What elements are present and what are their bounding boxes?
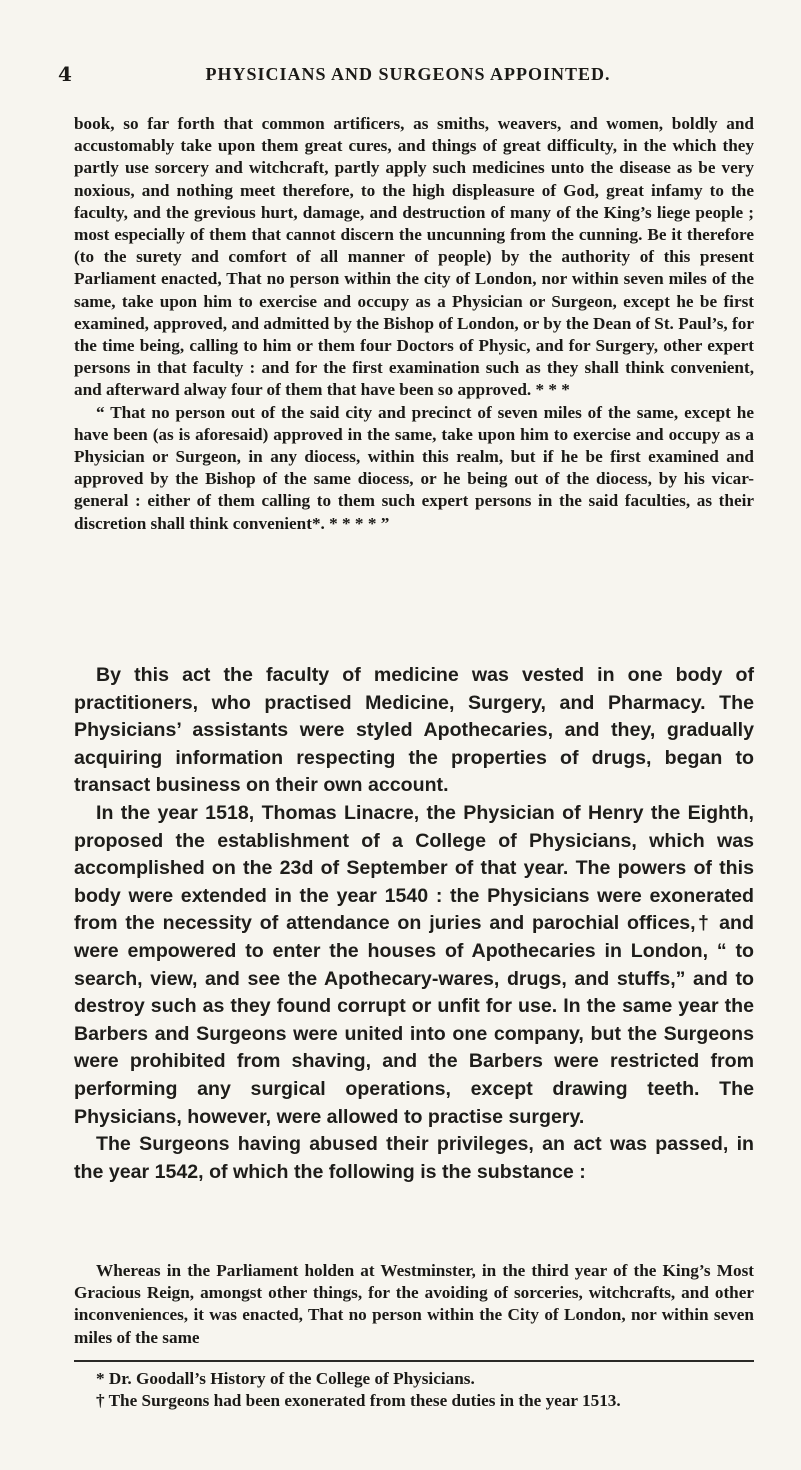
footnote: * Dr. Goodall’s History of the College of Physicians. [96, 1369, 475, 1388]
main-text [74, 662, 754, 1186]
footnote: † The Surgeons had been exonerated from these duties in the year 1513. [96, 1390, 621, 1410]
body-paragraph: In the year 1518, Thomas Linacre, the Physician of Henry the Eighth, proposed the establishment of a College of Physicians, which was accomplished on the 23d of September of that year. The powers of this body were extended in the year 1540 : the Physicians were exonerated from the necessity of attendance on juries and parochial offices,† and were empowered to enter the houses of Apothecaries in London, “ to search, view, and see the Apothecary-wares, drugs, and stuffs,” and to destroy such as they found corrupt or unfit for use. In the same year the Barbers and Surgeons were united into one company, but the Surgeons were prohibited from shaving, and the Barbers were restricted from performing any surgical operations, except drawing teeth. The Physicians, however, were allowed to practise surgery. [74, 801, 754, 1128]
body-paragraph: The Surgeons having abused their privileges, an act was passed, in the year 1542, of which the following is the substance : [74, 1133, 754, 1183]
quote-paragraph: “ That no person out of the said city and precinct of seven miles of the same, except he have been (as is aforesaid) approved in the same, take upon him to exercise and occupy as a Physician or Surgeon, in any diocess, within this realm, but if he be first examined and approved by the Bishop of the same diocess, or he being out of the diocess, by his vicar-general : either of them calling to them such expert persons in the said faculties, as their discretion shall think convenient*. * * * * ” [74, 402, 754, 533]
quoted-act-1542 [74, 1260, 754, 1349]
quote-paragraph: book, so far forth that common artificers, as smiths, weavers, and women, boldly and accustomably take upon them great cures, and things of great difficulty, in the which they partly use sorcery and witchcraft, partly apply such medicines unto the disease as be very noxious, and nothing meet therefore, to the high displeasure of God, great infamy to the faculty, and the grevious hurt, damage, and destruction of many of the King’s liege people ; most especially of them that cannot discern the uncunning from the cunning. Be it therefore (to the surety and comfort of all manner of people) by the authority of this present Parliament enacted, That no person within the city of London, nor within seven miles of the same, take upon him to exercise and occupy as a Physician or Surgeon, except he be first examined, approved, and admitted by the Bishop of London, or by the Dean of St. Paul’s, for the time being, calling to him or them four Doctors of Physic, and for Surgery, other expert persons in that faculty : and for the first examination such as they shall think convenient, and afterward alway four of them that have been so approved. * * * [74, 114, 754, 400]
quoted-statute [74, 113, 754, 535]
body-paragraph: By this act the faculty of medicine was vested in one body of practitioners, who practised Medicine, Surgery, and Pharmacy. The Physicians’ assistants were styled Apothecaries, and they, gradually acquiring information respecting the properties of drugs, began to transact business on their own account. [74, 664, 754, 797]
footnotes [74, 1368, 754, 1411]
page-number: 4 [58, 62, 72, 86]
quote-paragraph: Whereas in the Parliament holden at Westminster, in the third year of the King’s Most Gracious Reign, amongst other things, for the avoiding of sorceries, witchcrafts, and other inconveniences, it was enacted, That no person within the City of London, nor within seven miles of the same [74, 1261, 754, 1347]
footnote-rule [74, 1360, 754, 1362]
page-header [58, 62, 758, 92]
running-title: PHYSICIANS AND SURGEONS APPOINTED. [205, 64, 611, 84]
